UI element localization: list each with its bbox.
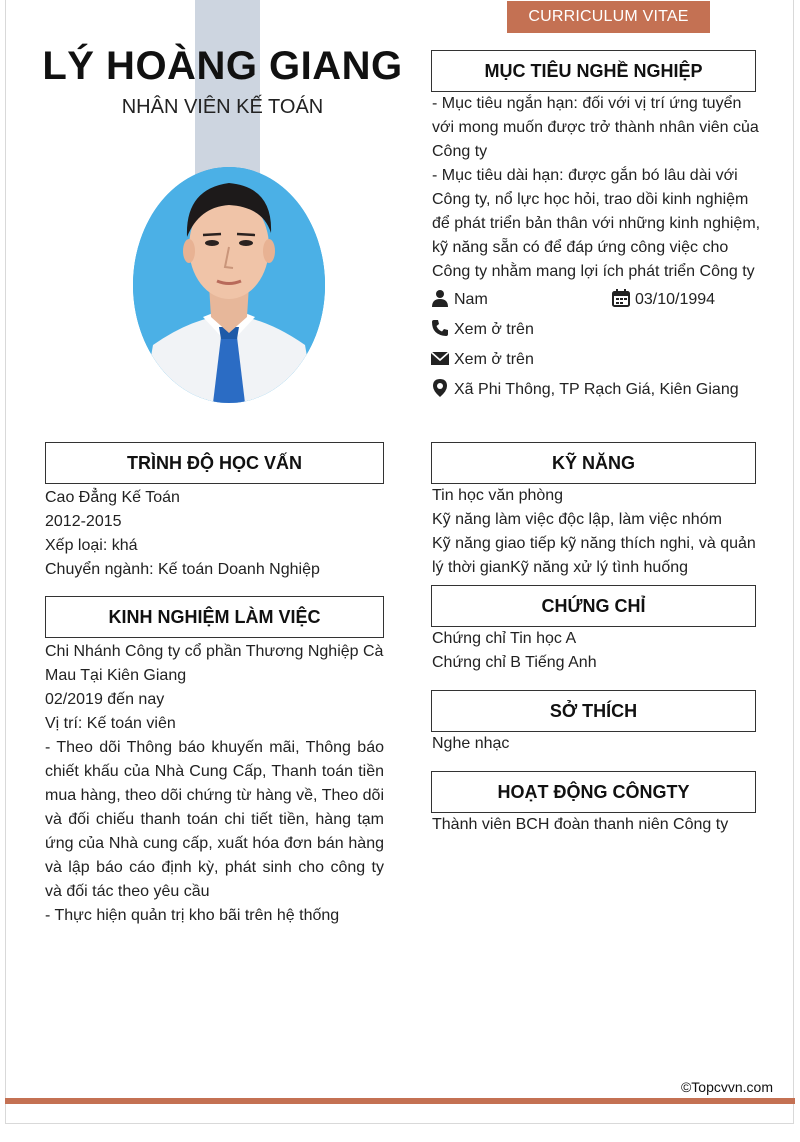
hobbies-heading: SỞ THÍCH (431, 690, 756, 732)
experience-line: Chi Nhánh Công ty cổ phần Thương Nghiệp Cà (45, 643, 384, 660)
candidate-name: LÝ HOÀNG GIANG (42, 44, 403, 88)
skills-text (432, 484, 762, 580)
education-line: 2012-2015 (45, 513, 122, 530)
job-title: NHÂN VIÊN KẾ TOÁN (121, 96, 324, 118)
education-text (45, 486, 385, 582)
footer-accent-line (5, 1098, 795, 1104)
phone-row (431, 318, 534, 342)
certificate-line: Chứng chỉ B Tiếng Anh (432, 654, 597, 671)
activities-text (432, 813, 762, 837)
address-row (431, 378, 739, 402)
objective-line: - Mục tiêu dài hạn: được gắn bó lâu dài với (432, 167, 738, 184)
address-value: Xã Phi Thông, TP Rạch Giá, Kiên Giang (454, 381, 739, 398)
email-row (431, 348, 534, 372)
experience-line: Vị trí: Kế toán viên (45, 715, 176, 732)
objective-line: kỹ năng sẵn có để đáp ứng công việc cho (432, 239, 729, 256)
objective-line: để phát triển bản thân với những kinh nghiệm, (432, 215, 761, 232)
education-line: Xếp loại: khá (45, 537, 138, 554)
decorative-bar (195, 0, 260, 180)
education-heading: TRÌNH ĐỘ HỌC VẤN (45, 442, 384, 484)
birthday-value: 03/10/1994 (635, 291, 716, 308)
objective-line: Công ty nhằm mang lợi ích phát triển Công ty (432, 263, 755, 280)
birthday-row (612, 288, 715, 312)
calendar-icon (612, 289, 630, 307)
objective-text (432, 92, 762, 284)
hobbies-text (432, 732, 762, 756)
objective-heading: MỤC TIÊU NGHỀ NGHIỆP (431, 50, 756, 92)
skill-line: Kỹ năng giao tiếp kỹ năng thích nghi, và quản (432, 535, 756, 552)
skill-line: Tin học văn phòng (432, 487, 564, 504)
experience-line: Mau Tại Kiên Giang (45, 667, 187, 684)
experience-duty: - Theo dõi Thông báo khuyến mãi, Thông báo chiết khấu của Nhà Cung Cấp, Thanh toán tiền mua hàng, theo dõi chứng từ hàng về, Theo dõi và đối chiếu thanh toán chi tiết tiền, hàng tạm ứng của Nhà cung cấp, xuất hóa đơn bán hàng và lập báo cáo định kỳ, phát sinh cho công ty và đối tác theo yêu cầu (45, 739, 384, 900)
certificates-text (432, 627, 762, 675)
objective-line: - Mục tiêu ngắn hạn: đối với vị trí ứng tuyển (432, 95, 742, 112)
objective-line: với mong muốn được trở thành nhân viên của (432, 119, 759, 136)
experience-duty: - Thực hiện quản trị kho bãi trên hệ thống (45, 907, 340, 924)
copyright-text: ©Topcvvn.com (680, 1079, 773, 1095)
skill-line: Kỹ năng làm việc độc lập, làm việc nhóm (432, 511, 722, 528)
cv-banner: CURRICULUM VITAE (507, 1, 710, 33)
education-line: Chuyển ngành: Kế toán Doanh Nghiệp (45, 561, 320, 578)
activity-line: Thành viên BCH đoàn thanh niên Công ty (432, 816, 729, 833)
certificates-heading: CHỨNG CHỈ (431, 585, 756, 627)
gender-row (431, 288, 488, 312)
objective-line: Công ty (432, 143, 488, 160)
skills-heading: KỸ NĂNG (431, 442, 756, 484)
experience-text (45, 640, 384, 928)
profile-photo (133, 167, 325, 403)
experience-heading: KINH NGHIỆM LÀM VIỆC (45, 596, 384, 638)
phone-value: Xem ở trên (454, 321, 534, 338)
objective-line: Công ty, nổ lực học hỏi, trao dồi kinh nghiệm (432, 191, 749, 208)
email-value: Xem ở trên (454, 351, 534, 368)
hobby-line: Nghe nhạc (432, 735, 510, 752)
education-line: Cao Đẳng Kế Toán (45, 489, 180, 506)
experience-line: 02/2019 đến nay (45, 691, 165, 708)
gender-value: Nam (454, 291, 488, 308)
location-pin-icon (431, 379, 449, 397)
skill-line: lý thời gianKỹ năng xử lý tình huống (432, 559, 689, 576)
certificate-line: Chứng chỉ Tin học A (432, 630, 577, 647)
envelope-icon (431, 349, 449, 367)
person-icon (431, 289, 449, 307)
activities-heading: HOẠT ĐỘNG CÔNGTY (431, 771, 756, 813)
phone-icon (431, 319, 449, 337)
